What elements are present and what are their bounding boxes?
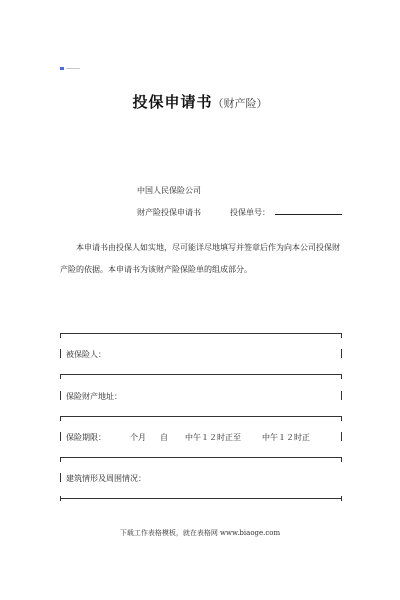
row-bar-left <box>60 391 61 400</box>
form-rule-top <box>60 333 342 334</box>
period-noon-end: 中午１２时正 <box>262 433 310 442</box>
document-title <box>0 91 400 112</box>
row-bar-left <box>60 473 61 482</box>
period-noon-start: 中午１２时正至 <box>185 433 241 442</box>
form-tick-left <box>60 457 61 462</box>
form-tick-right <box>341 333 342 338</box>
corner-mark <box>60 67 80 71</box>
form-tick-right <box>341 416 342 421</box>
form-rule-bottom <box>60 498 342 499</box>
form-tick-left <box>60 496 61 501</box>
form-tick-right <box>341 457 342 462</box>
form-tick-right <box>341 496 342 501</box>
policy-no-label: 投保单号： <box>230 208 270 217</box>
row-bar-left <box>60 432 61 441</box>
form-rule <box>60 416 342 417</box>
company-name: 中国人民保险公司 <box>137 186 201 195</box>
corner-mark-gray <box>66 68 80 69</box>
form-rule <box>60 457 342 458</box>
application-form <box>60 333 342 501</box>
form-tick-left <box>60 333 61 338</box>
policy-no-field[interactable] <box>275 214 342 215</box>
corner-mark-blue <box>60 67 64 70</box>
title-sub: （财产险） <box>212 97 268 110</box>
period-months: 个月 <box>130 433 146 442</box>
intro-paragraph: 本申请书由投保人如实地，尽可能详尽地填写并签章后作为向本公司投保财产险的依据。本申请书为该财产险保险单的组成部分。 <box>60 243 340 274</box>
row-bar-right <box>341 432 342 441</box>
period-from: 自 <box>160 433 168 442</box>
form-tick-right <box>341 374 342 379</box>
form-tick-left <box>60 416 61 421</box>
period-label: 保险期限： <box>66 433 106 442</box>
row-bar-right <box>341 391 342 400</box>
form-rule <box>60 374 342 375</box>
title-main: 投保申请书 <box>132 93 213 111</box>
form-name: 财产险投保申请书 <box>137 208 201 217</box>
insured-label: 被保险人： <box>66 350 106 359</box>
form-tick-left <box>60 374 61 379</box>
row-bar-right <box>341 349 342 358</box>
property-address-label: 保险财产地址： <box>66 392 122 401</box>
row-bar-left <box>60 349 61 358</box>
footer-note: 下载工作表格模板，就在表格网 www.biaoge.com <box>119 529 281 537</box>
building-label: 建筑情形及周围情况： <box>66 474 146 483</box>
